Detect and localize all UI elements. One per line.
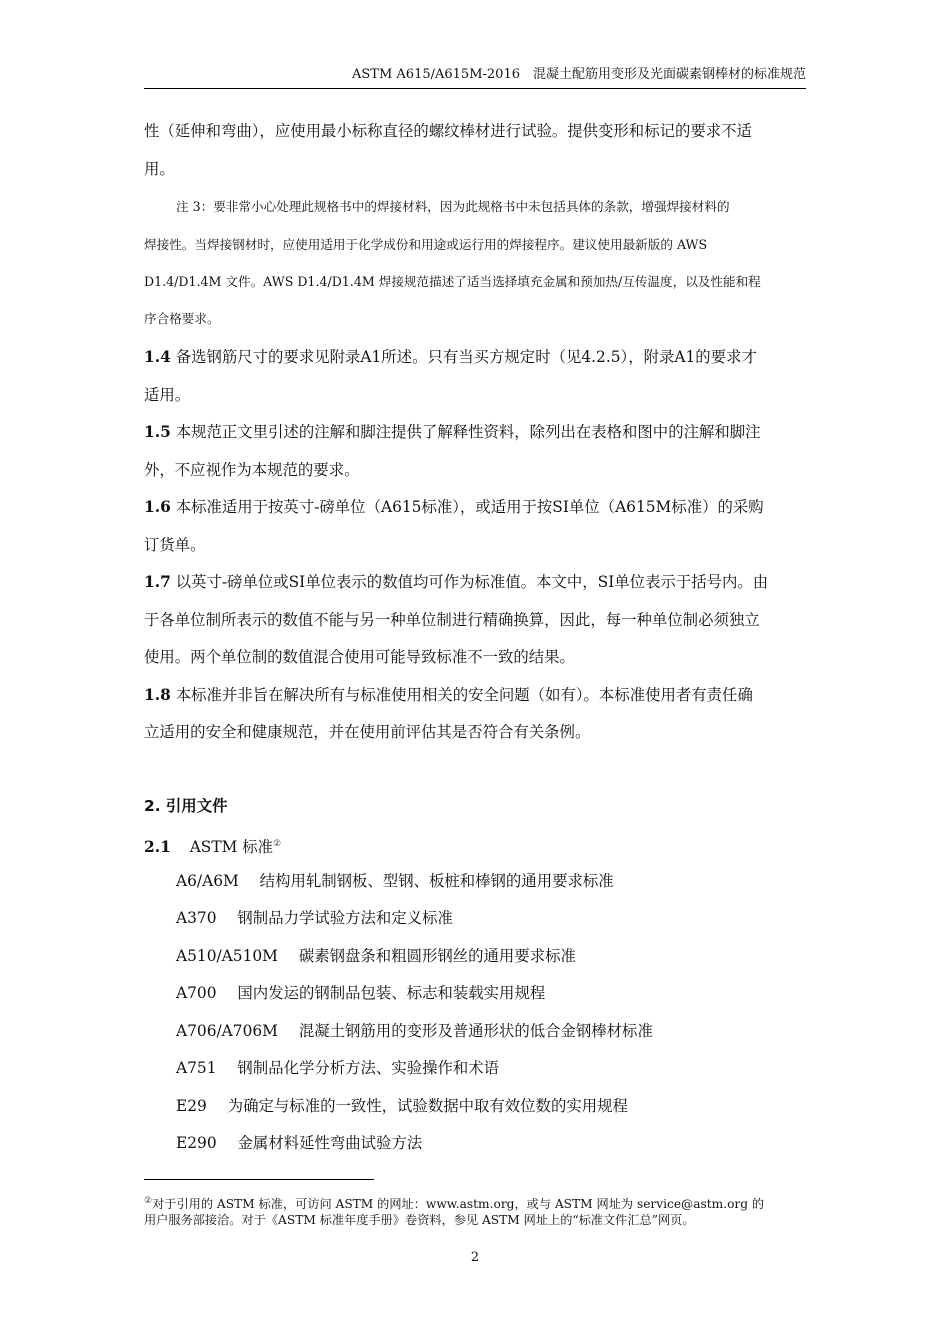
reference-item [176,1058,499,1078]
note3-line: 焊接性。当焊接钢材时，应使用适用于化学成份和用途或运行用的焊接程序。建议使用最新版的 AWS [144,237,708,252]
reference-code: E290 [176,1134,217,1152]
reference-code: A700 [176,984,217,1002]
reference-title: 碳素钢盘条和粗圆形钢丝的通用要求标准 [298,947,576,965]
reference-title: 钢制品化学分析方法、实验操作和术语 [237,1059,500,1077]
footnote-line: 用户服务部接洽。对于《ASTM 标准年度手册》卷资料，参见 ASTM 网址上的“标准文件汇总”网页。 [144,1213,695,1227]
clause-text: 以英寸-磅单位或SI单位表示的数值均可作为标准值。本文中，SI单位表示于括号内。由 [175,573,769,591]
reference-title: 混凝土钢筋用的变形及普通形状的低合金钢棒材标准 [298,1022,653,1040]
clause-number: 1.4 [144,348,171,366]
reference-item [176,946,576,966]
section1-continuation-line: 用。 [144,160,175,178]
reference-code: A510/A510M [176,947,278,965]
note3-line: D1.4/D1.4M 文件。AWS D1.4/D1.4M 焊接规范描述了适当选择填充金属和预加热/互传温度，以及性能和程 [144,274,761,289]
clause-1-6-line2: 订货单。 [144,536,206,554]
clause-text: 备选钢筋尺寸的要求见附录A1所述。只有当买方规定时（见4.2.5），附录A1的要求才 [175,348,757,366]
clause-1-4 [144,347,757,367]
clause-1-6 [144,497,764,517]
footnote-text: 对于引用的 ASTM 标准，可访问 ASTM 的网址：www.astm.org，或与 ASTM 网址为 service@astm.org 的 [152,1197,765,1212]
footnote-line [144,1193,764,1213]
note3-line: 注 3：要非常小心处理此规格书中的焊接材料，因为此规格书中未包括具体的条款，增强焊接材料的 [176,199,730,214]
clause-1-8-line2: 立适用的安全和健康规范，并在使用前评估其是否符合有关条例。 [144,723,591,741]
clause-1-7-line3: 使用。两个单位制的数值混合使用可能导致标准不一致的结果。 [144,648,575,666]
clause-text: 本标准适用于按英寸-磅单位（A615标准），或适用于按SI单位（A615M标准）的采购 [175,498,764,516]
reference-item [176,871,614,891]
note3-line: 序合格要求。 [144,311,220,326]
clause-text: 本规范正文里引述的注解和脚注提供了解释性资料，除列出在表格和图中的注解和脚注 [175,423,761,441]
footnote-rule [144,1179,374,1180]
reference-code: A6/A6M [176,872,239,890]
reference-title: 金属材料延性弯曲试验方法 [237,1134,423,1152]
clause-number: 1.7 [144,573,171,591]
clause-number: 1.6 [144,498,171,516]
clause-text: 本标准并非旨在解决所有与标准使用相关的安全问题（如有）。本标准使用者有责任确 [175,686,753,704]
clause-number: 1.8 [144,686,171,704]
clause-number: 1.5 [144,423,171,441]
reference-code: E29 [176,1097,207,1115]
footnote-marker: ② [273,839,282,849]
footnote-marker: ② [144,1196,153,1206]
clause-1-7 [144,572,768,592]
clause-1-5-line2: 外，不应视作为本规范的要求。 [144,461,360,479]
reference-code: A370 [176,909,217,927]
reference-code: A751 [176,1059,217,1077]
subsection-number: 2.1 [144,838,171,857]
reference-title: 为确定与标准的一致性，试验数据中取有效位数的实用规程 [227,1097,628,1115]
clause-1-8 [144,685,753,705]
reference-item [176,983,545,1003]
subsection-title: ASTM 标准 [189,838,274,857]
reference-item [176,1021,653,1041]
reference-code: A706/A706M [176,1022,278,1040]
reference-title: 钢制品力学试验方法和定义标准 [237,909,453,927]
page-number: 2 [470,1250,480,1265]
reference-item [176,1096,628,1116]
subsection-2-1 [144,834,281,857]
header-rule [144,88,806,89]
reference-item [176,908,453,928]
reference-title: 结构用轧制钢板、型钢、板桩和棒钢的通用要求标准 [259,872,614,890]
section-heading: 2. 引用文件 [144,797,228,815]
page-header: ASTM A615/A615M-2016 混凝土配筋用变形及光面碳素钢棒材的标准规范 [352,67,806,82]
section1-continuation-line: 性（延伸和弯曲），应使用最小标称直径的螺纹棒材进行试验。提供变形和标记的要求不适 [144,122,752,140]
reference-title: 国内发运的钢制品包装、标志和装载实用规程 [237,984,546,1002]
clause-1-7-line2: 于各单位制所表示的数值不能与另一种单位制进行精确换算，因此，每一种单位制必须独立 [144,611,760,629]
reference-item [176,1133,422,1153]
clause-1-4-line2: 适用。 [144,386,191,404]
clause-1-5 [144,422,761,442]
